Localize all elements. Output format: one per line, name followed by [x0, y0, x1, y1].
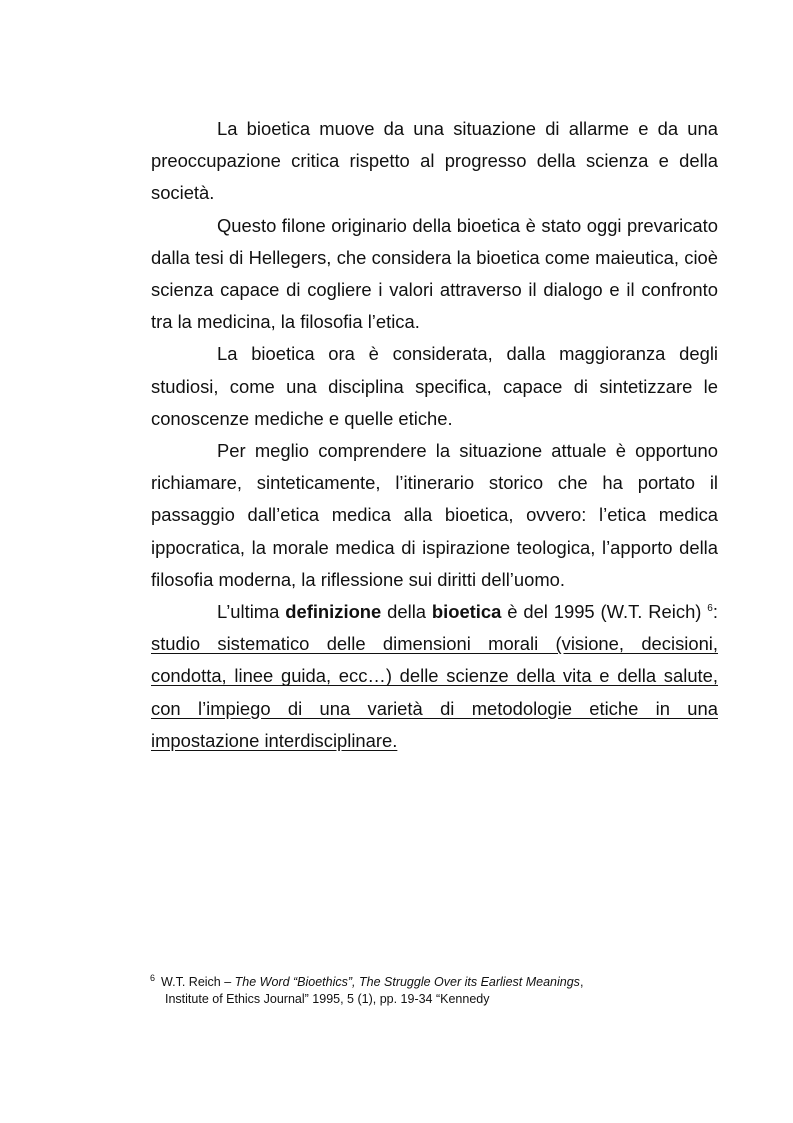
footnote-line-1 — [150, 974, 690, 991]
footnote-line-2: Institute of Ethics Journal” 1995, 5 (1), pp. 19-34 “Kennedy — [165, 992, 490, 1006]
colon: : — [712, 601, 718, 623]
paragraph-3: La bioetica ora è considerata, dalla maggioranza degli studiosi, come una disciplina specifica, capace di sintetizzare le conoscenze mediche e quelle etiche. — [151, 343, 718, 429]
bold-bioetica: bioetica — [431, 601, 502, 623]
bold-definizione: definizione — [285, 601, 382, 623]
paragraph-5-mid: della — [381, 601, 432, 623]
paragraph-5 — [151, 596, 718, 757]
paragraph-1: La bioetica muove da una situazione di allarme e da una preoccupazione critica rispetto al progresso della scienza e della società. — [151, 118, 718, 204]
footnote-comma: , — [579, 975, 584, 989]
footnote-reference[interactable]: 6 — [707, 602, 713, 614]
paragraph-5-lead: L’ultima — [217, 601, 286, 623]
footnote-number: 6 — [150, 972, 156, 983]
body-text — [151, 113, 718, 757]
paragraph-4: Per meglio comprendere la situazione attuale è opportuno richiamare, sinteticamente, l’itinerario storico che ha portato il passaggio dall’etica medica alla bioetica, ovvero: l’etica medica ippocratica, la morale medica di ispirazione teologica, l’apporto della filosofia moderna, la riflessione sui diritti dell’uomo. — [151, 440, 718, 590]
paragraph-2: Questo filone originario della bioetica è stato oggi prevaricato dalla tesi di Hellegers, che considera la bioetica come maieutica, cioè scienza capace di cogliere i valori attraverso il dialogo e il confronto tra la medicina, la filosofia l’etica. — [151, 214, 718, 333]
definition-text: studio sistematico delle dimensioni morali (visione, decisioni, condotta, linee guida, ecc…) delle scienze della vita e della salute, con l’impiego di una varietà di metodologie etiche in una impostazione interdisciplinare. — [151, 633, 718, 751]
footnote — [150, 974, 690, 1008]
paragraph-5-tail: è del 1995 (W.T. Reich) — [501, 601, 702, 623]
footnote-author: W.T. Reich – — [161, 975, 235, 989]
footnote-title: The Word “Bioethics”, The Struggle Over its Earliest Meanings — [234, 975, 580, 989]
